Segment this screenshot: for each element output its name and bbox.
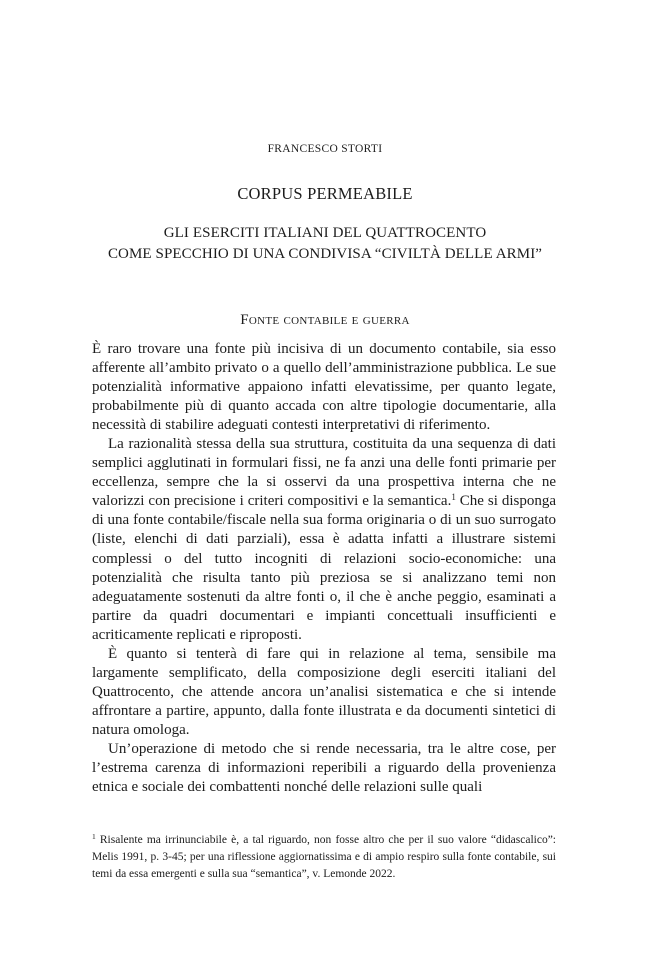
subtitle-line-2: COME SPECCHIO DI UNA CONDIVISA “CIVILTÀ DELLE ARMI”: [107, 246, 543, 262]
paragraph-2-continuation: Che si disponga di una fonte contabile/fiscale nella sua forma originaria o di un suo surrogato (liste, elenchi di dati parziali), essa è adatta infatti a illustrare sistemi complessi o del tutto incogniti di relazioni socio-economiche: una potenzialità che risulta tanto più preziosa se si analizzano temi non adeguatamente sostenuti da altre fonti o, il che è anche peggio, esaminati a partire da quadri documentari e impianti concettuali insufficienti e acriticamente replicati e riproposti.: [92, 493, 556, 643]
paragraph-3: È quanto si tenterà di fare qui in relazione al tema, sensibile ma largamente semplificato, della composizione degli eserciti italiani del Quattrocento, che attende ancora un’analisi sistematica e che si intende affrontare a partire, appunto, dalla fonte illustrata e da documenti sintetici di natura omologa.: [92, 645, 556, 738]
subtitle-line-1: GLI ESERCITI ITALIANI DEL QUATTROCENTO: [163, 225, 487, 241]
paragraph-2: [92, 435, 556, 645]
footnote-text: Risalente ma irrinunciabile è, a tal riguardo, non fosse altro che per il suo valore “didascalico”: Melis 1991, p. 3-45; per una riflessione aggiornatissima e di ampio respiro sulla fonte contabile, sui temi da essa emergenti e sulla sua “semantica”, v. Lemonde 2022.: [92, 834, 556, 880]
article-subtitle: [0, 223, 650, 265]
footnote-number: 1: [92, 832, 96, 841]
footnote-reference[interactable]: 1: [451, 492, 456, 503]
section-heading: Fonte contabile e guerra: [240, 312, 410, 328]
paragraph-2-text: La razionalità stessa della sua struttura, costituita da una sequenza di dati semplici agglutinati in formulari fissi, ne fa anzi una delle fonti primarie per eccellenza, sempre che la si osservi da una prospettiva interna che ne valorizzi con precisione i criteri compositivi e la semantica.: [92, 436, 556, 510]
author-name: FRANCESCO STORTI: [267, 143, 383, 155]
paragraph-1: È raro trovare una fonte più incisiva di un documento contabile, sia esso afferente all’ambito privato o a quello dell’amministrazione pubblica. Le sue potenzialità informative appaiono infatti elevatissime, per quanto legate, probabilmente più di quanto accada con altre tipologie documentarie, alla necessità di stabilire adeguati contesti interpretativi di riferimento.: [92, 341, 556, 434]
article-title: CORPUS PERMEABILE: [237, 184, 413, 203]
body-text: [92, 340, 556, 797]
paragraph-4: Un’operazione di metodo che si rende necessaria, tra le altre cose, per l’estrema carenza di informazioni reperibili a riguardo della provenienza etnica e sociale dei combattenti nonché delle relazioni sulle quali: [92, 740, 556, 796]
footnote: [92, 832, 556, 883]
